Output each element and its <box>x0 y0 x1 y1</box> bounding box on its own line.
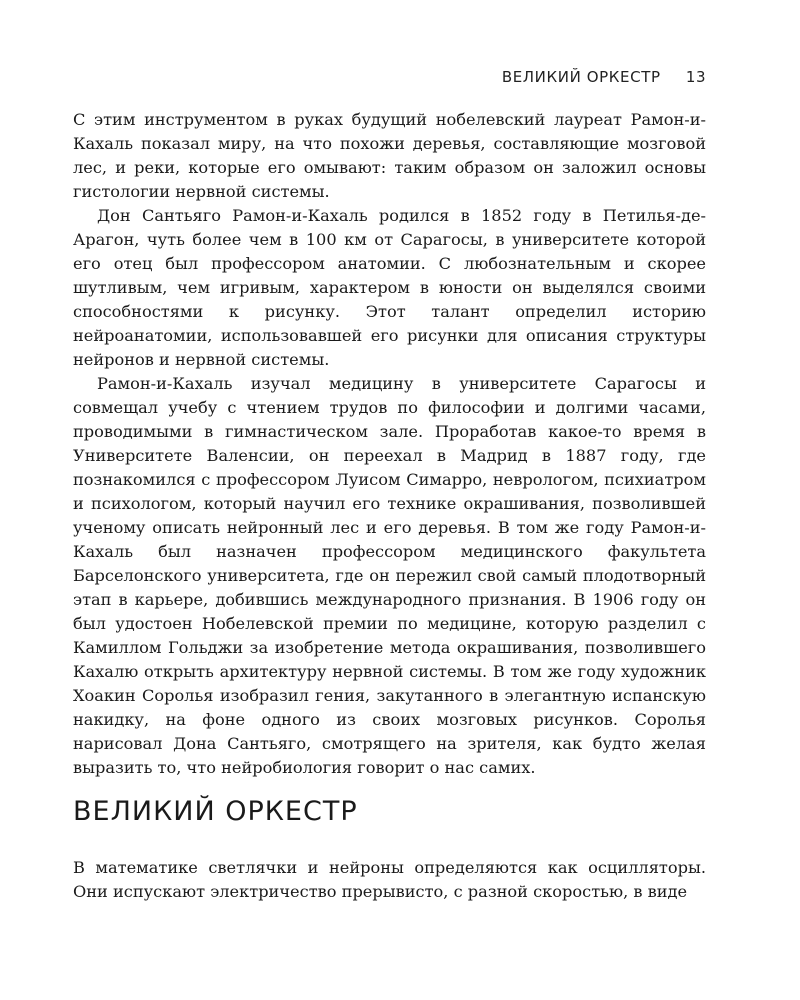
section-heading: ВЕЛИКИЙ ОРКЕСТР <box>73 796 358 827</box>
running-header-title: ВЕЛИКИЙ ОРКЕСТР <box>501 68 661 86</box>
body-text <box>73 108 706 780</box>
page-number: 13 <box>685 68 706 86</box>
paragraph-1: С этим инструментом в руках будущий нобелевский лауреат Рамон-и-Кахаль показал миру, на что похожи деревья, составляющие мозговой лес, и реки, которые его омывают: таким образом он заложил основы гистологии нервной системы. <box>73 110 706 201</box>
section-paragraph-1: В математике светлячки и нейроны определяются как осцилляторы. Они испускают электричество прерывисто, с разной скоростью, в виде <box>73 858 706 901</box>
paragraph-3: Рамон-и-Кахаль изучал медицину в университете Сарагосы и совмещал учебу с чтением трудов по философии и долгими часами, проводимыми в гимнастическом зале. Проработав какое-то время в Университете Валенсии, он переехал в Мадрид в 1887 году, где познакомился с профессором Луисом Симарро, неврологом, психиатром и психологом, который научил его технике окрашивания, позволившей ученому описать нейронный лес и его деревья. В том же году Рамон-и-Кахаль был назначен профессором медицинского факультета Барселонского университета, где он пережил свой самый плодотворный этап в карьере, добившись международного признания. В 1906 году он был удостоен Нобелевской премии по медицине, которую разделил с Камиллом Гольджи за изобретение метода окрашивания, позволившего Кахалю открыть архитектуру нервной системы. В том же году художник Хоакин Соролья изобразил гения, закутанного в элегантную испанскую накидку, на фоне одного из своих мозговых рисунков. Соролья нарисовал Дона Сантьяго, смотрящего на зрителя, как будто желая выразить то, что нейробиология говорит о нас самих. <box>73 374 706 777</box>
paragraph-2: Дон Сантьяго Рамон-и-Кахаль родился в 1852 году в Петилья-де-Арагон, чуть более чем в 100 км от Сарагосы, в университете которой его отец был профессором анатомии. С любознательным и скорее шутливым, чем игривым, характером в юности он выделялся своими способностями к рисунку. Этот талант определил историю нейроанатомии, использовавшей его рисунки для описания структуры нейронов и нервной системы. <box>73 206 706 369</box>
running-header <box>502 68 706 86</box>
section-body-text <box>73 856 706 904</box>
